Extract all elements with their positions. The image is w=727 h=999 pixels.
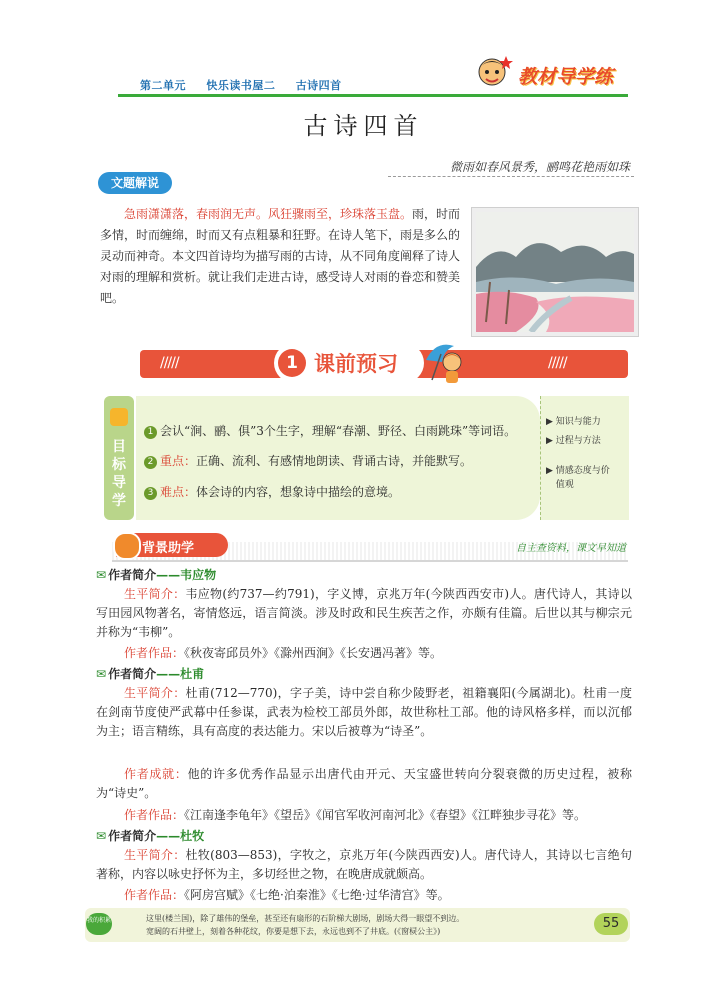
objective-text: 正确、流利、有感情地朗读、背诵古诗，并能默写。 bbox=[196, 454, 473, 468]
lightbulb-icon bbox=[113, 532, 141, 560]
banner-stripes-right: ///// bbox=[548, 355, 567, 371]
objective-item-1 bbox=[144, 422, 516, 439]
author-works-1 bbox=[96, 644, 632, 663]
objective-label: 难点： bbox=[160, 485, 197, 499]
author-works-2 bbox=[96, 806, 632, 825]
author-works-3 bbox=[96, 886, 632, 905]
brand-logo: 教材导学练 bbox=[518, 66, 614, 88]
intro-text: 雨，时而多情，时而缠绵，时而又有点粗暴和狂野。在诗人笔下，雨是多么的灵动而神奇。本文四首诗均为描写雨的古诗，从不同角度阐释了诗人对雨的理解和赏析。就让我们走进古诗，感受诗人对雨的眷恋和赞美吧。 bbox=[100, 207, 461, 305]
owl-icon bbox=[110, 408, 128, 426]
footer-line-1: 这里(楼兰国)，除了雄伟的堡垒，甚至还有扇形的石阶梯大剧场，剧场大得一眼望不到边。 bbox=[146, 914, 465, 923]
author-heading-label: 作者简介 bbox=[108, 667, 157, 681]
objective-number: 1 bbox=[144, 426, 157, 439]
author-life-1 bbox=[96, 585, 632, 642]
page-title: 古诗四首 bbox=[303, 112, 424, 140]
footer-badge: 我的积累 bbox=[86, 913, 112, 935]
author-life-3 bbox=[96, 846, 632, 884]
life-label: 生平简介： bbox=[124, 686, 186, 700]
author-heading-2 bbox=[96, 665, 204, 682]
side-label-text: 目标导学 bbox=[112, 439, 126, 509]
achieve-label: 作者成就： bbox=[124, 767, 188, 781]
author-heading-1 bbox=[96, 566, 216, 583]
landscape-painting bbox=[472, 208, 638, 336]
author-heading-label: 作者简介 bbox=[108, 568, 157, 582]
category-label: 知识与能力 bbox=[555, 417, 601, 427]
life-text: 杜甫(712—770)，字子美，诗中尝自称少陵野老，祖籍襄阳(今属湖北)。杜甫一度在剑南节度使严武幕中任参谋，武表为检校工部员外郎，故世称杜工部。他的诗风格多样，而以沉郁为主；语言精练，具有高度的表达能力。宋以后被尊为“诗圣”。 bbox=[96, 686, 632, 738]
background-title: 背景助学 bbox=[142, 541, 195, 556]
author-heading-3 bbox=[96, 827, 204, 844]
category-emotion: ▶ 情感态度与价值观 bbox=[546, 464, 622, 492]
works-text: 《阿房宫赋》《七绝·泊秦淮》《七绝·过华清宫》等。 bbox=[184, 888, 450, 902]
banner-title: 课前预习 bbox=[314, 352, 398, 376]
author-name: 韦应物 bbox=[180, 568, 217, 582]
author-life-2 bbox=[96, 684, 632, 741]
life-label: 生平简介： bbox=[124, 587, 186, 601]
author-dash: —— bbox=[156, 667, 181, 681]
works-label: 作者作品： bbox=[124, 888, 185, 902]
achieve-text: 他的许多优秀作品显示出唐代由开元、天宝盛世转向分裂衰微的历史过程，被称为“诗史”。 bbox=[96, 767, 632, 800]
works-label: 作者作品： bbox=[124, 808, 185, 822]
slogan-divider bbox=[388, 176, 634, 177]
author-dash: —— bbox=[156, 829, 181, 843]
category-process: ▶ 过程与方法 bbox=[546, 436, 601, 446]
slogan: 微雨如春风景秀，鹂鸣花艳雨如珠 bbox=[449, 160, 630, 174]
objective-number: 3 bbox=[144, 487, 157, 500]
author-name: 杜牧 bbox=[180, 829, 205, 843]
envelope-icon: ✉ bbox=[96, 829, 107, 843]
header-unit: 第二单元 bbox=[140, 79, 186, 92]
works-text: 《江南逢李龟年》《望岳》《闻官军收河南河北》《春望》《江畔独步寻花》等。 bbox=[184, 808, 587, 822]
category-knowledge: ▶ 知识与能力 bbox=[546, 417, 601, 427]
page-number: 55 bbox=[594, 913, 628, 935]
objective-text: 会认“涧、鹂、俱”3个生字，理解“春潮、野径、白雨跳珠”等词语。 bbox=[160, 424, 517, 438]
intro-red-sentence: 急雨潇潇落，春雨润无声。风狂骤雨至，珍珠落玉盘。 bbox=[124, 207, 413, 221]
objective-item-3 bbox=[144, 483, 400, 500]
header-divider bbox=[118, 94, 628, 97]
intro-paragraph bbox=[100, 204, 465, 309]
objective-item-2 bbox=[144, 452, 472, 469]
life-label: 生平简介： bbox=[124, 848, 186, 862]
works-label: 作者作品： bbox=[124, 646, 185, 660]
background-subtitle: 自主查资料，课文早知道 bbox=[516, 543, 626, 554]
envelope-icon: ✉ bbox=[96, 568, 107, 582]
objective-number: 2 bbox=[144, 456, 157, 469]
envelope-icon: ✉ bbox=[96, 667, 107, 681]
life-text: 杜牧(803—853)，字牧之，京兆万年(今陕西西安)人。唐代诗人，其诗以七言绝句著称，内容以咏史抒怀为主，多切经世之物，在晚唐成就颇高。 bbox=[96, 848, 632, 881]
header-topic: 古诗四首 bbox=[295, 79, 342, 92]
author-heading-label: 作者简介 bbox=[108, 829, 157, 843]
footer-text bbox=[146, 912, 586, 938]
author-name: 杜甫 bbox=[180, 667, 205, 681]
objectives-side-label bbox=[104, 438, 134, 510]
works-text: 《秋夜寄邱员外》《滁州西涧》《长安遇冯著》等。 bbox=[184, 646, 443, 660]
banner-stripes-left: ///// bbox=[160, 355, 179, 371]
author-achieve-2 bbox=[96, 765, 632, 803]
banner-number: 1 bbox=[278, 349, 306, 377]
header-breadcrumb bbox=[140, 77, 358, 93]
objective-label: 重点： bbox=[160, 454, 197, 468]
umbrella-kid-icon bbox=[424, 340, 468, 384]
life-text: 韦应物(约737—约791)，字义博，京兆万年(今陕西西安市)人。唐代诗人，其诗以写田园风物著名，寄情悠远，语言简淡。涉及时政和民生疾苦之作，亦颇有佳篇。后世以其与柳宗元并称为“韦柳”。 bbox=[96, 587, 632, 639]
objective-text: 体会诗的内容，想象诗中描绘的意境。 bbox=[196, 485, 401, 499]
category-label: 过程与方法 bbox=[555, 436, 601, 446]
mascot-icon bbox=[470, 52, 514, 96]
header-section: 快乐读书屋二 bbox=[206, 79, 276, 92]
author-dash: —— bbox=[156, 568, 181, 582]
footer-line-2: 宽阔的石井壁上，刻着各种花纹，你要是想下去，永远也到不了井底。(《窗棂公主》) bbox=[146, 927, 441, 936]
wenti-badge: 文题解说 bbox=[98, 172, 172, 194]
category-label: 情感态度与价值观 bbox=[555, 466, 610, 490]
